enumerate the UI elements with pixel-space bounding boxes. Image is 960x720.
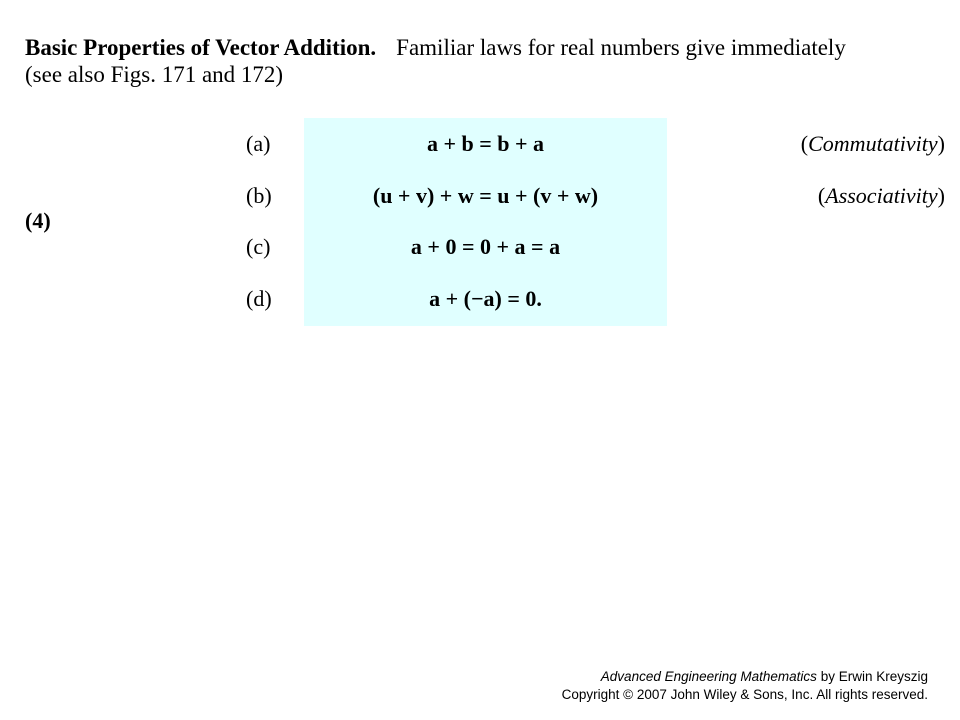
property-row-c <box>0 227 960 267</box>
law-name: Commutativity <box>808 131 938 156</box>
book-author: by Erwin Kreyszig <box>820 669 928 684</box>
section-heading: Basic Properties of Vector Addition. <box>25 35 377 60</box>
footer-credits <box>562 668 928 704</box>
property-row-b <box>0 176 960 216</box>
property-law: (Commutativity) <box>800 131 945 156</box>
intro-text-line2: (see also Figs. 171 and 172) <box>25 62 284 87</box>
property-row-d <box>0 279 960 319</box>
property-formula: (u + v) + w = u + (v + w) <box>372 183 599 208</box>
property-formula: a + 0 = 0 + a = a <box>410 234 561 259</box>
footer-book-line <box>562 668 928 686</box>
property-formula: a + (−a) = 0. <box>429 286 542 311</box>
intro-text-line1: Familiar laws for real numbers give immediately <box>396 35 846 60</box>
property-formula: a + b = b + a <box>426 131 545 156</box>
property-law: (Associativity) <box>817 183 945 208</box>
property-label: (c) <box>246 234 271 259</box>
copyright-notice: Copyright © 2007 John Wiley & Sons, Inc. All rights reserved. <box>561 687 928 702</box>
property-label: (d) <box>246 286 272 311</box>
property-label: (a) <box>246 131 271 156</box>
book-title: Advanced Engineering Mathematics <box>600 669 817 684</box>
law-name: Associativity <box>825 183 938 208</box>
property-row-a <box>0 124 960 164</box>
equation-number: (4) <box>25 208 51 233</box>
intro-paragraph <box>25 32 846 64</box>
property-label: (b) <box>246 183 272 208</box>
